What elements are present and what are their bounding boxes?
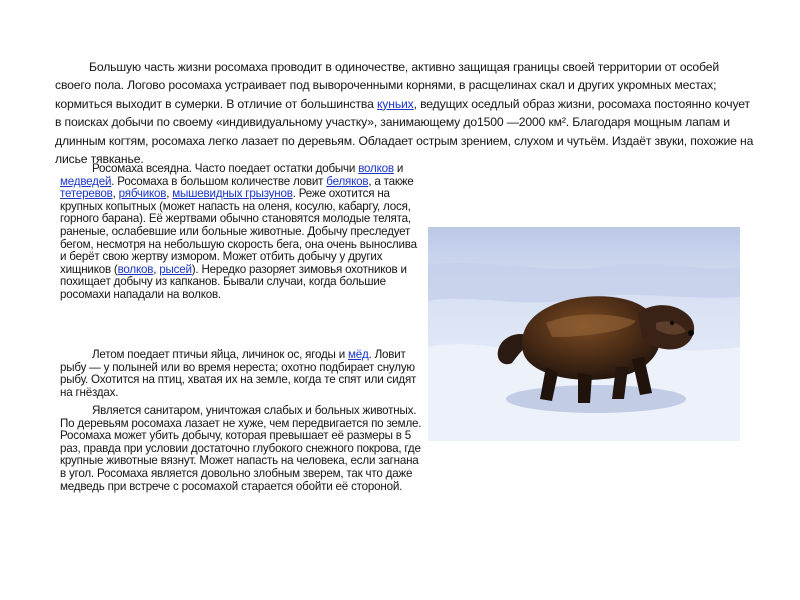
link-gryzunov[interactable]: мышевидных грызунов [172, 187, 293, 201]
text: , ведущих оседлый образ жизни, росомаха постоянно кочует в поисках добычи по своему «индивидуальному участку», занимающему до1500 —2000 км². Благодаря мощным лапам и длинным когтям, росомаха легко лазает по деревьям. Обладает острым зрением, слухом и чутьём. Издаёт звуки, похожие на лисье тявканье. [55, 96, 754, 167]
text: . Росомаха в большом количестве ловит [111, 174, 327, 188]
animal-shadow [506, 385, 686, 413]
link-medvedey[interactable]: медведей [60, 174, 112, 188]
wolverine-illustration [428, 227, 740, 441]
link-ryabchikov[interactable]: рябчиков [118, 187, 167, 201]
text: . Ловит рыбу — у полыней или во время нереста; охотно подбирает снулую рыбу. Охотится на птиц, хватая их на земле, когда те спят или сидят на гнёздах. [60, 348, 417, 399]
paragraph-territory [55, 58, 755, 168]
text: . Реже охотится на крупных копытных (может напасть на оленя, косулю, кабаргу, лося, горного барана). Её жертвами обычно становятся молодые телята, раненые, ослабевшие или больные животные. Добычу преследует бегом, несмотря на небольшую скорость бега, она очень вынослива и берёт свою жертву измором. Может отбить добычу у других хищников ( [60, 187, 417, 276]
text: и [393, 162, 404, 175]
wolverine-hind-leg-2 [578, 373, 592, 403]
wolverine-nose [688, 330, 694, 336]
link-myod[interactable]: мёд [348, 348, 369, 361]
paragraph-summer [60, 349, 425, 399]
text: Является санитаром, уничтожая слабых и больных животных. По деревьям росомаха лазает не хуже, чем передвигается по земле. Росомаха может убить добычу, которая превышает её размеры в 5 раз, правда при условии достаточно глубокого снежного покрова, где крупные животные вязнут. Может напасть на человека, если загнана в угол. Росомаха является довольно злобным зверем, так что даже медведь при встрече с росомахой старается обойти её стороной. [60, 404, 422, 493]
paragraph-diet [60, 163, 425, 302]
paragraph-sanitar [60, 405, 425, 493]
link-volkov-2[interactable]: волков [117, 262, 154, 276]
snow-drift [428, 263, 740, 303]
link-kunyih[interactable]: куньих [376, 96, 414, 111]
text: , [166, 187, 173, 201]
text: Росомаха всеядна. Часто поедает остатки добычи [92, 162, 359, 175]
link-volkov[interactable]: волков [358, 162, 394, 175]
link-belyakov[interactable]: беляков [326, 174, 369, 188]
text: ). Нередко разоряет зимовья охотников и похищает добычу из капканов. Бывали случаи, когда большие росомахи нападали на волков. [60, 262, 407, 301]
wolverine-photo [428, 227, 740, 441]
text: Большую часть жизни росомаха проводит в одиночестве, активно защищая границы своей территории от особей своего пола. Логово росомаха устраивает под вывороченными корнями, в расщелинах скал и других укромных местах; кормиться выходит в сумерки. В отличие от большинства [55, 60, 720, 111]
text: Летом поедает птичьи яйца, личинок ос, ягоды и [92, 348, 348, 361]
link-teterevov[interactable]: тетеревов [60, 187, 113, 201]
text: , [153, 262, 160, 276]
text: , [112, 187, 119, 201]
wolverine-eye [670, 321, 674, 325]
text: , а также [368, 174, 414, 188]
link-rysey[interactable]: рысей [159, 262, 192, 276]
